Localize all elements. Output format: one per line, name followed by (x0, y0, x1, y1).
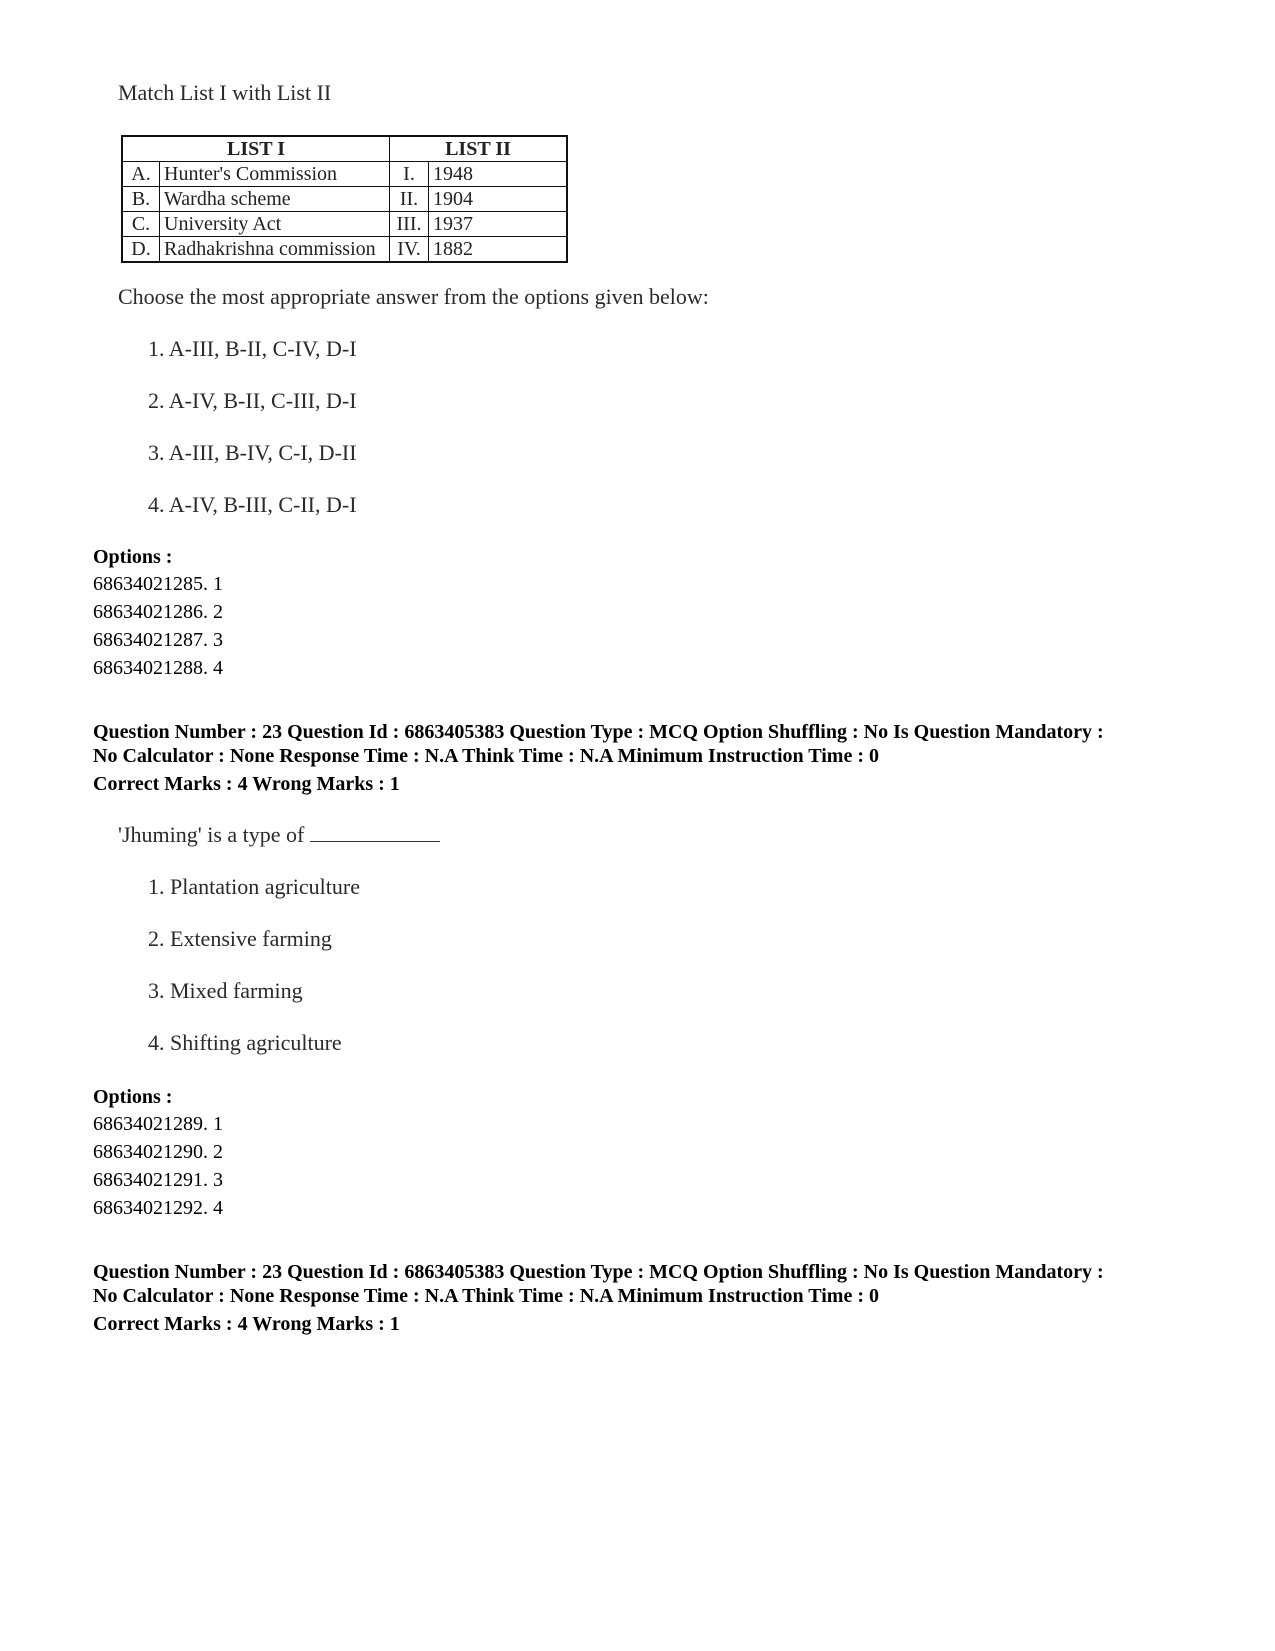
q3-meta-line-2: No Calculator : None Response Time : N.A Think Time : N.A Minimum Instruction Time : 0 (93, 1285, 879, 1307)
q2-marks: Correct Marks : 4 Wrong Marks : 1 (93, 773, 400, 795)
list1-key: D. (122, 237, 160, 263)
list1-key: C. (122, 212, 160, 237)
q1-choice-3: 3. A-III, B-IV, C-I, D-II (148, 440, 357, 465)
q2-choice-3: 3. Mixed farming (148, 978, 303, 1003)
list1-header: LIST I (122, 136, 390, 162)
list1-key: A. (122, 162, 160, 187)
list2-key: II. (390, 187, 429, 212)
q2-choice-1: 1. Plantation agriculture (148, 874, 360, 899)
q1-option-2: 68634021286. 2 (93, 601, 223, 623)
match-table (121, 135, 568, 263)
q1-option-3: 68634021287. 3 (93, 629, 223, 651)
q2-prompt: 'Jhuming' is a type of (118, 822, 305, 847)
q1-options-label: Options : (93, 546, 173, 568)
q2-option-1: 68634021289. 1 (93, 1113, 223, 1135)
q2-choice-2: 2. Extensive farming (148, 926, 332, 951)
q1-choice-2: 2. A-IV, B-II, C-III, D-I (148, 388, 357, 413)
q2-option-2: 68634021290. 2 (93, 1141, 223, 1163)
q1-option-4: 68634021288. 4 (93, 657, 223, 679)
list2-value: 1937 (429, 212, 568, 237)
list2-key: IV. (390, 237, 429, 263)
q2-meta-line-2: No Calculator : None Response Time : N.A Think Time : N.A Minimum Instruction Time : 0 (93, 745, 879, 767)
list1-value: Wardha scheme (160, 187, 390, 212)
q3-marks: Correct Marks : 4 Wrong Marks : 1 (93, 1313, 400, 1335)
list2-value: 1882 (429, 237, 568, 263)
table-row (122, 187, 567, 212)
list2-value: 1904 (429, 187, 568, 212)
q3-meta-line-1: Question Number : 23 Question Id : 6863405383 Question Type : MCQ Option Shuffling : No Is Question Mandatory : (93, 1261, 1104, 1283)
q2-options-label: Options : (93, 1086, 173, 1108)
table-row (122, 237, 567, 263)
list2-header: LIST II (390, 136, 568, 162)
list2-key: III. (390, 212, 429, 237)
q1-choice-4: 4. A-IV, B-III, C-II, D-I (148, 492, 357, 517)
table-row (122, 162, 567, 187)
fill-blank-line (310, 823, 440, 842)
list2-key: I. (390, 162, 429, 187)
q2-option-4: 68634021292. 4 (93, 1197, 223, 1219)
table-row (122, 212, 567, 237)
q1-option-1: 68634021285. 1 (93, 573, 223, 595)
match-table-header (122, 136, 567, 162)
q1-choice-1: 1. A-III, B-II, C-IV, D-I (148, 336, 357, 361)
list1-value: Hunter's Commission (160, 162, 390, 187)
q2-prompt-row (118, 822, 440, 848)
q2-meta-line-1: Question Number : 23 Question Id : 6863405383 Question Type : MCQ Option Shuffling : No Is Question Mandatory : (93, 721, 1104, 743)
q1-prompt: Match List I with List II (118, 80, 332, 105)
q2-option-3: 68634021291. 3 (93, 1169, 223, 1191)
list1-value: University Act (160, 212, 390, 237)
q2-choice-4: 4. Shifting agriculture (148, 1030, 342, 1055)
q1-instruction: Choose the most appropriate answer from the options given below: (118, 284, 709, 309)
list1-key: B. (122, 187, 160, 212)
list2-value: 1948 (429, 162, 568, 187)
list1-value: Radhakrishna commission (160, 237, 390, 263)
